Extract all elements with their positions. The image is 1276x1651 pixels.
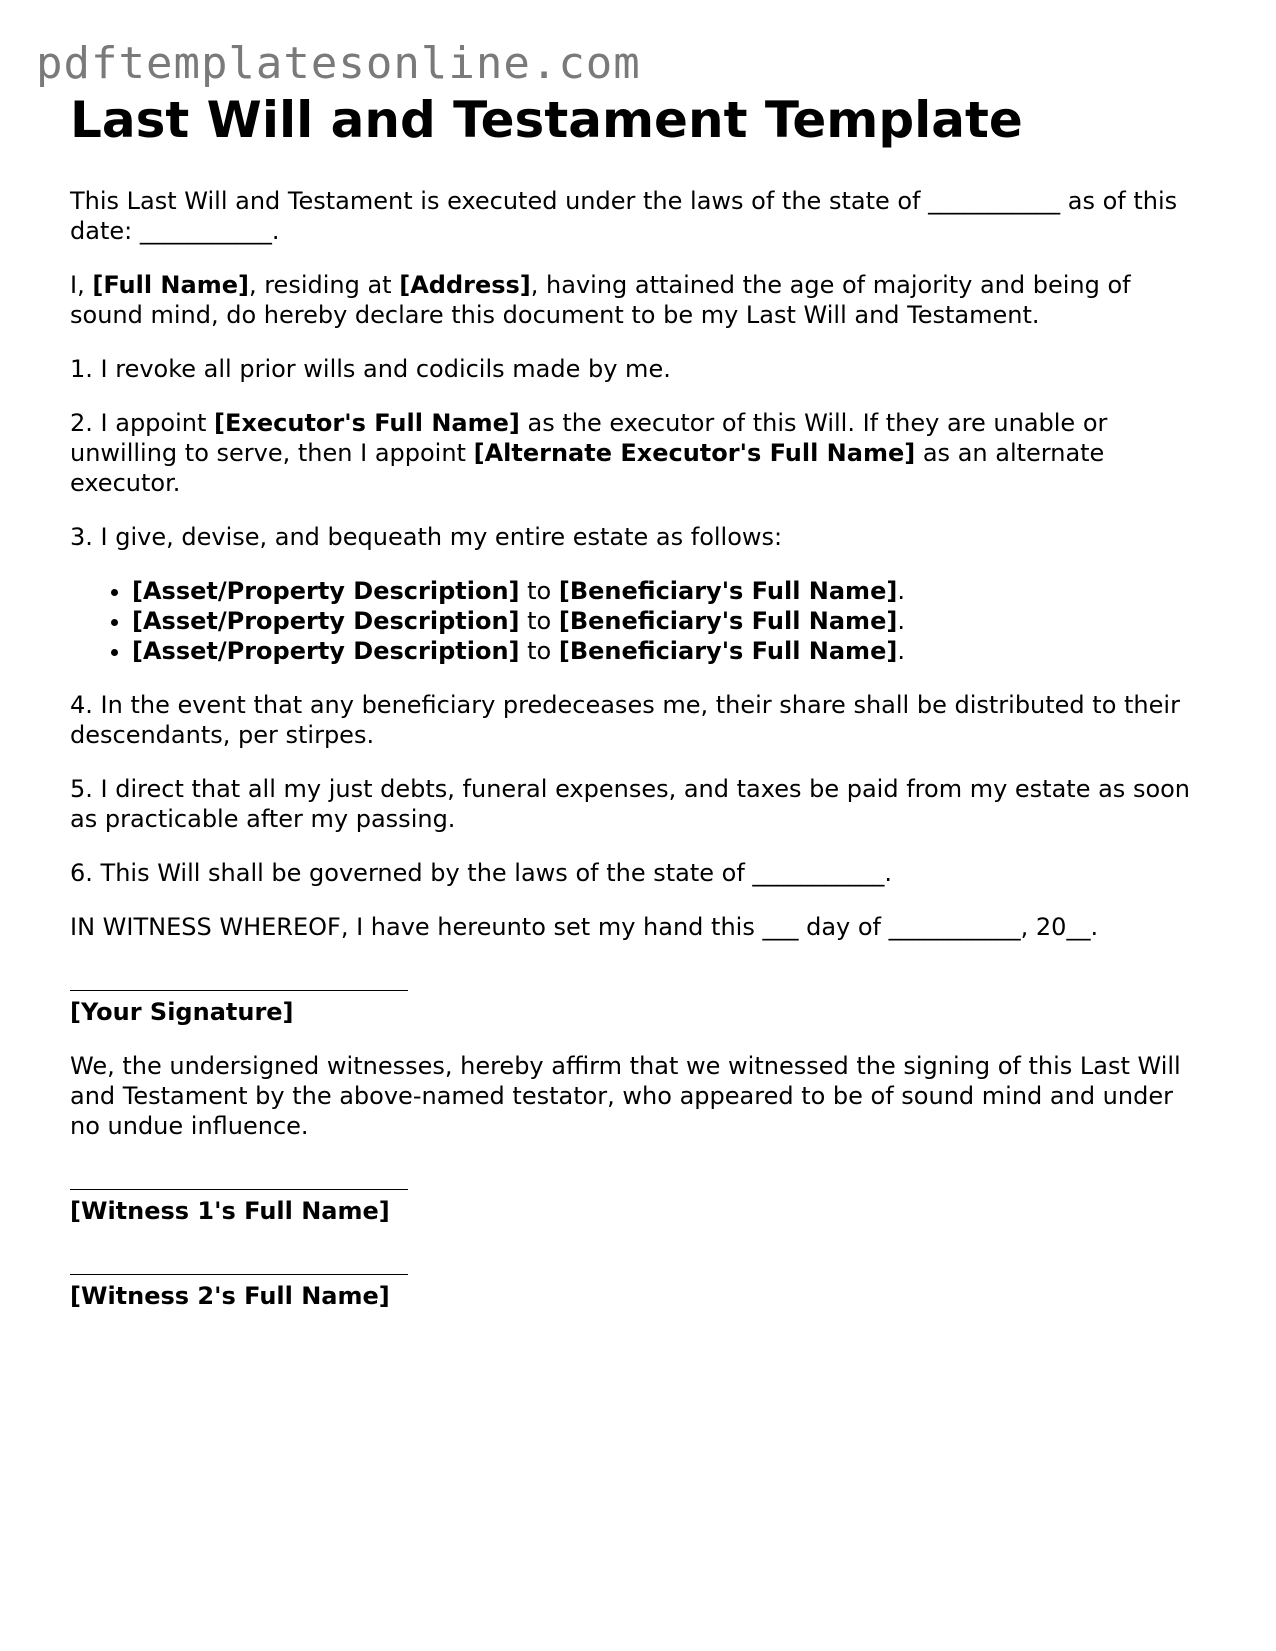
clause-6 xyxy=(70,858,1210,888)
year-blank[interactable]: __ xyxy=(1066,913,1091,941)
bequest-end: . xyxy=(897,577,905,605)
clause-6-text: . xyxy=(884,859,893,887)
clause-4: 4. In the event that any beneficiary predeceases me, their share shall be distributed to their descendants, per stirpes. xyxy=(70,691,1180,749)
clause-2-text: as the executor of this Will. If they are unable or unwilling to serve, then I appoint xyxy=(70,409,1108,467)
document-page xyxy=(70,88,1210,1311)
day-blank[interactable]: ___ xyxy=(762,913,799,941)
clause-3: 3. I give, devise, and bequeath my entire estate as follows: xyxy=(70,523,783,551)
beneficiary-placeholder: [Beneficiary's Full Name] xyxy=(558,637,898,665)
witness-whereof-text: , 20 xyxy=(1020,913,1067,941)
asset-placeholder: [Asset/Property Description] xyxy=(132,577,520,605)
asset-placeholder: [Asset/Property Description] xyxy=(132,607,520,635)
watermark: pdftemplatesonline.com xyxy=(36,38,641,89)
address-placeholder: [Address] xyxy=(399,271,531,299)
state-blank[interactable]: ___________ xyxy=(928,187,1061,215)
witness-2-label: [Witness 2's Full Name] xyxy=(70,1282,390,1310)
intro-text: as of this date: xyxy=(70,187,1178,245)
intro-text: . xyxy=(271,217,280,245)
witness-whereof-text: day of xyxy=(798,913,889,941)
signature-line[interactable] xyxy=(70,990,408,991)
document-title: Last Will and Testament Template xyxy=(70,91,1023,149)
witness-statement: We, the undersigned witnesses, hereby affirm that we witnessed the signing of this Last Will and Testament by the above-named testator, who appeared to be of sound mind and under no undue influence. xyxy=(70,1052,1181,1140)
list-item xyxy=(132,606,1210,636)
clause-5: 5. I direct that all my just debts, funeral expenses, and taxes be paid from my estate as soon as practicable after my passing. xyxy=(70,775,1191,833)
beneficiary-placeholder: [Beneficiary's Full Name] xyxy=(558,607,898,635)
clause-2-text: as an alternate executor. xyxy=(70,439,1105,497)
list-item xyxy=(132,636,1210,666)
month-blank[interactable]: ___________ xyxy=(888,913,1021,941)
beneficiary-placeholder: [Beneficiary's Full Name] xyxy=(558,577,898,605)
witness-whereof xyxy=(70,912,1210,942)
bequest-connector: to xyxy=(519,577,559,605)
bequest-end: . xyxy=(897,637,905,665)
signature-label: [Your Signature] xyxy=(70,998,294,1026)
full-name-placeholder: [Full Name] xyxy=(92,271,249,299)
intro-paragraph xyxy=(70,186,1210,246)
witness-1-block xyxy=(70,1189,1210,1226)
witness-whereof-text: . xyxy=(1090,913,1099,941)
clause-2 xyxy=(70,408,1210,498)
governing-state-blank[interactable]: ___________ xyxy=(752,859,885,887)
witness-2-signature-line[interactable] xyxy=(70,1274,408,1275)
declaration-text: , having attained the age of majority and being of sound mind, do hereby declare this document to be my Last Will and Testament. xyxy=(70,271,1131,329)
bequest-list xyxy=(70,576,1210,666)
bequest-end: . xyxy=(897,607,905,635)
witness-1-label: [Witness 1's Full Name] xyxy=(70,1197,390,1225)
clause-2-text: 2. I appoint xyxy=(70,409,215,437)
alternate-executor-placeholder: [Alternate Executor's Full Name] xyxy=(473,439,916,467)
intro-text: This Last Will and Testament is executed under the laws of the state of xyxy=(70,187,929,215)
witness-whereof-text: IN WITNESS WHEREOF, I have hereunto set my hand this xyxy=(70,913,763,941)
asset-placeholder: [Asset/Property Description] xyxy=(132,637,520,665)
bequest-connector: to xyxy=(519,637,559,665)
witness-1-signature-line[interactable] xyxy=(70,1189,408,1190)
clause-6-text: 6. This Will shall be governed by the laws of the state of xyxy=(70,859,753,887)
declaration-paragraph xyxy=(70,270,1210,330)
declaration-text: , residing at xyxy=(248,271,400,299)
witness-2-block xyxy=(70,1274,1210,1311)
date-blank[interactable]: ___________ xyxy=(139,217,272,245)
testator-signature-block xyxy=(70,990,1210,1027)
bequest-connector: to xyxy=(519,607,559,635)
executor-placeholder: [Executor's Full Name] xyxy=(214,409,520,437)
declaration-text: I, xyxy=(70,271,93,299)
clause-1: 1. I revoke all prior wills and codicils made by me. xyxy=(70,355,671,383)
list-item xyxy=(132,576,1210,606)
